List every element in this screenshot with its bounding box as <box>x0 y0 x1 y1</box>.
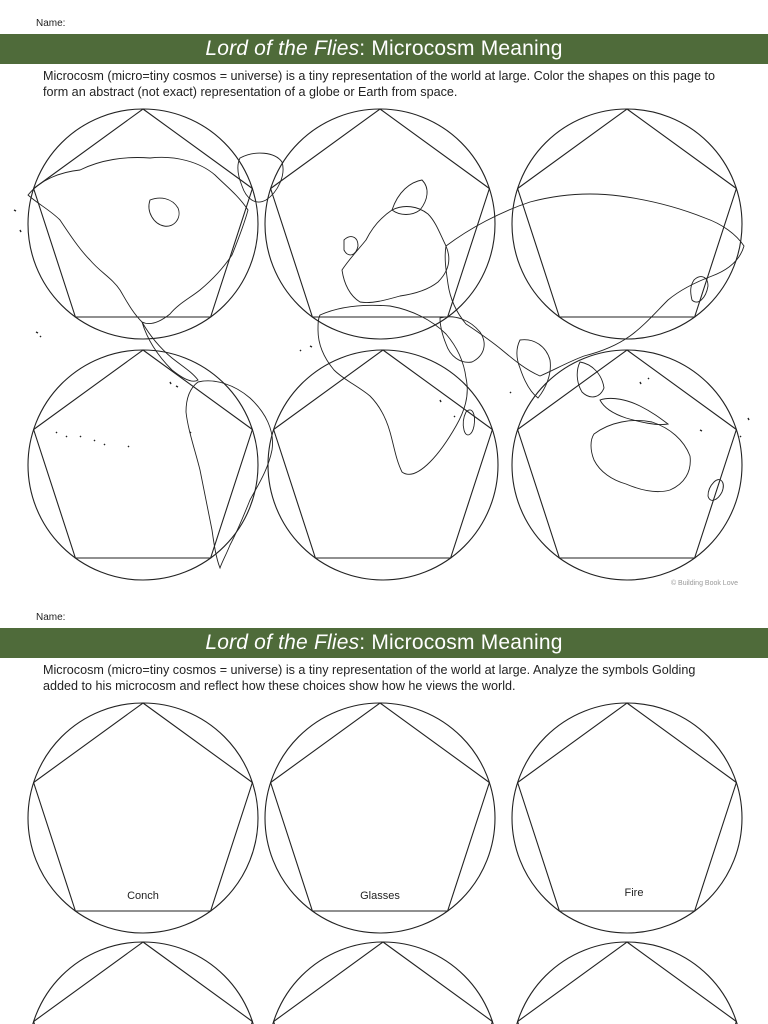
scandinavia-shape <box>392 180 427 215</box>
australia-shape <box>591 421 690 492</box>
title-rest: : Microcosm Meaning <box>359 37 563 60</box>
symbol-cell-4[interactable] <box>28 942 258 1024</box>
new-zealand-shape <box>708 480 723 501</box>
name-label: Name: <box>36 18 66 29</box>
hudson-bay-shape <box>149 198 179 226</box>
copyright-text: © Building Book Love <box>670 580 738 587</box>
europe-shape <box>342 207 449 303</box>
greenland-shape <box>238 153 283 202</box>
title-italic-2: Lord of the Flies <box>205 631 360 654</box>
globe-cell-2[interactable] <box>265 109 495 339</box>
arabia-shape <box>440 317 484 363</box>
north-america-shape <box>28 157 248 323</box>
symbol-cell-fire[interactable] <box>512 703 742 933</box>
worksheet-title-banner <box>0 34 768 64</box>
africa-shape <box>318 305 467 474</box>
symbol-cell-glasses[interactable] <box>265 703 495 933</box>
globe-cell-4[interactable] <box>28 350 258 580</box>
central-america-shape <box>142 322 198 381</box>
globe-shapes <box>0 100 768 585</box>
symbol-cell-5[interactable] <box>268 942 498 1024</box>
symbol-cell-6[interactable] <box>512 942 742 1024</box>
symbol-cell-conch[interactable] <box>28 703 258 933</box>
title-rest-2: : Microcosm Meaning <box>359 631 563 654</box>
globe-cell-5[interactable] <box>268 350 498 580</box>
asia-shape <box>445 194 744 376</box>
symbol-label-fire: Fire <box>624 887 644 899</box>
worksheet-title-banner-2 <box>0 628 768 658</box>
title-italic: Lord of the Flies <box>205 37 360 60</box>
symbol-label-glasses: Glasses <box>360 890 400 902</box>
globe-cell-3[interactable] <box>512 109 742 339</box>
south-america-shape <box>186 381 273 568</box>
intro-text: Microcosm (micro=tiny cosmos = universe) is a tiny representation of the world at large. Color the shapes on this page to form an abstract (not exact) representation of a globe or Earth from space. <box>43 69 715 99</box>
symbol-shapes <box>0 700 768 1024</box>
southeast-asia-shape <box>577 362 604 397</box>
japan-shape <box>691 277 708 302</box>
british-isles-shape <box>344 237 358 255</box>
intro-text-2: Microcosm (micro=tiny cosmos = universe) is a tiny representation of the world at large. Analyze the symbols Golding added to his microcosm and reflect how these choices show how he views the world. <box>43 663 696 693</box>
symbol-label-conch: Conch <box>127 890 159 902</box>
name-label-2: Name: <box>36 612 66 623</box>
india-shape <box>517 340 550 398</box>
world-map <box>14 153 749 568</box>
madagascar-shape <box>463 410 474 435</box>
